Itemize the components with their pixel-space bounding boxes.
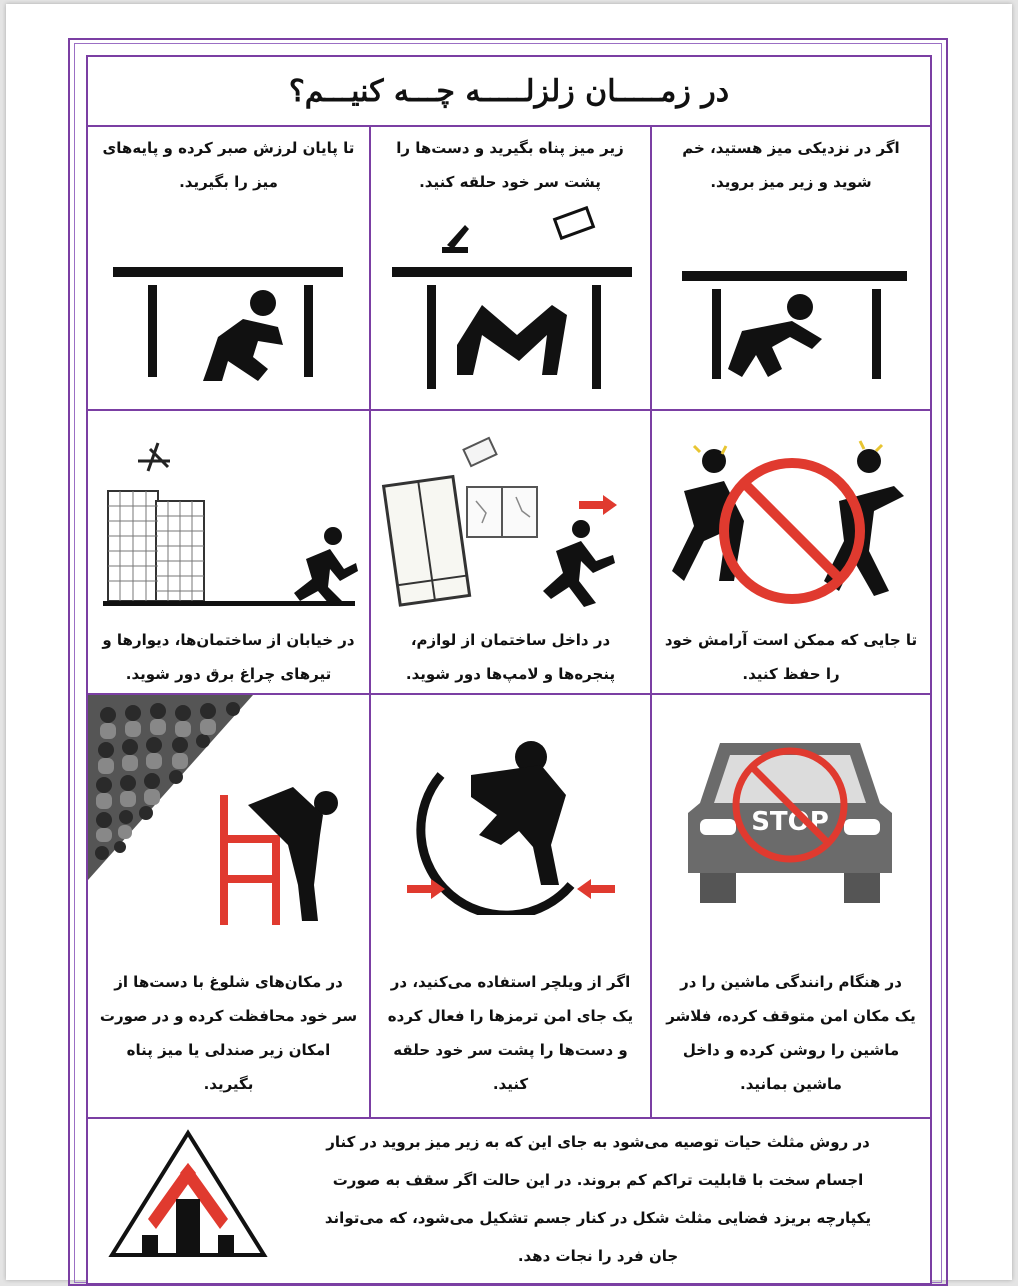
panel-text: تا جایی که ممکن است آرامش خود را حفظ کنید. bbox=[664, 631, 918, 683]
collapsing-buildings-icon bbox=[98, 431, 360, 611]
title-cell bbox=[88, 57, 930, 127]
wheelchair-icon bbox=[401, 735, 621, 915]
panel-text: در هنگام رانندگی ماشین را در یک مکان امن متوقف کرده، فلاشر ماشین را روشن کرده و داخل ماشین بمانید. bbox=[666, 973, 916, 1093]
panel-text: تا پایان لرزش صبر کرده و پایه‌های میز را بگیرید. bbox=[102, 139, 355, 191]
hold-table-leg-icon bbox=[108, 257, 348, 397]
panel-indoors-away bbox=[371, 411, 650, 693]
panel-text: اگر در نزدیکی میز هستید، خم شوید و زیر میز بروید. bbox=[682, 139, 900, 191]
panel-text: اگر از ویلچر استفاده می‌کنید، در یک جای امن ترمزها را فعال کرده و دست‌ها را پشت سر خود حلقه کنید. bbox=[387, 973, 634, 1093]
panel-text: زیر میز پناه بگیرید و دست‌ها را پشت سر خود حلقه کنید. bbox=[396, 139, 624, 191]
panel-stay-calm bbox=[652, 411, 930, 693]
cover-head-under-table-icon bbox=[387, 205, 637, 405]
panel-outdoors-away bbox=[88, 411, 369, 693]
stop-sign-label: STOP bbox=[751, 807, 829, 837]
panel-text: در خیابان از ساختمان‌ها، دیوارها و تیرهای چراغ برق دور شوید. bbox=[102, 631, 355, 683]
poster-title: در زمـــــان زلزلـــــه چـــه کنیـــم؟ bbox=[288, 73, 730, 109]
triangle-of-life-icon bbox=[108, 1129, 268, 1259]
panel-wheelchair bbox=[371, 695, 650, 1117]
poster-grid bbox=[86, 55, 932, 1285]
triangle-text: در روش مثلث حیات توصیه می‌شود به جای این که به زیر میز بروید در کنار اجسام سخت با قابلیت تراکم کم بروند. در این حالت اگر سقف به صورت یکپارچه بریزد فضایی مثلث شکل در کنار جسم تشکیل می‌شود، که می‌تواند جان فرد را نجات دهد. bbox=[324, 1133, 872, 1265]
panel-text: در مکان‌های شلوغ با دست‌ها از سر خود محافظت کرده و در صورت امکان زیر صندلی یا میز پناه بگیرید. bbox=[99, 973, 358, 1093]
panel-triangle-of-life bbox=[88, 1119, 930, 1285]
stopped-car-icon bbox=[680, 723, 900, 913]
panel-crowded-places bbox=[88, 695, 369, 1117]
crowd-chair-cover-icon bbox=[88, 695, 369, 935]
panel-driving bbox=[652, 695, 930, 1117]
panel-hold-table-legs bbox=[88, 129, 369, 409]
panel-get-under-table bbox=[652, 129, 930, 409]
crawl-under-table-icon bbox=[672, 259, 912, 399]
falling-furniture-icon bbox=[381, 431, 641, 611]
panel-text: در داخل ساختمان از لوازم، پنجره‌ها و لامپ‌ها دور شوید. bbox=[405, 631, 616, 683]
no-panic-icon bbox=[664, 431, 919, 621]
panel-take-cover bbox=[371, 129, 650, 409]
